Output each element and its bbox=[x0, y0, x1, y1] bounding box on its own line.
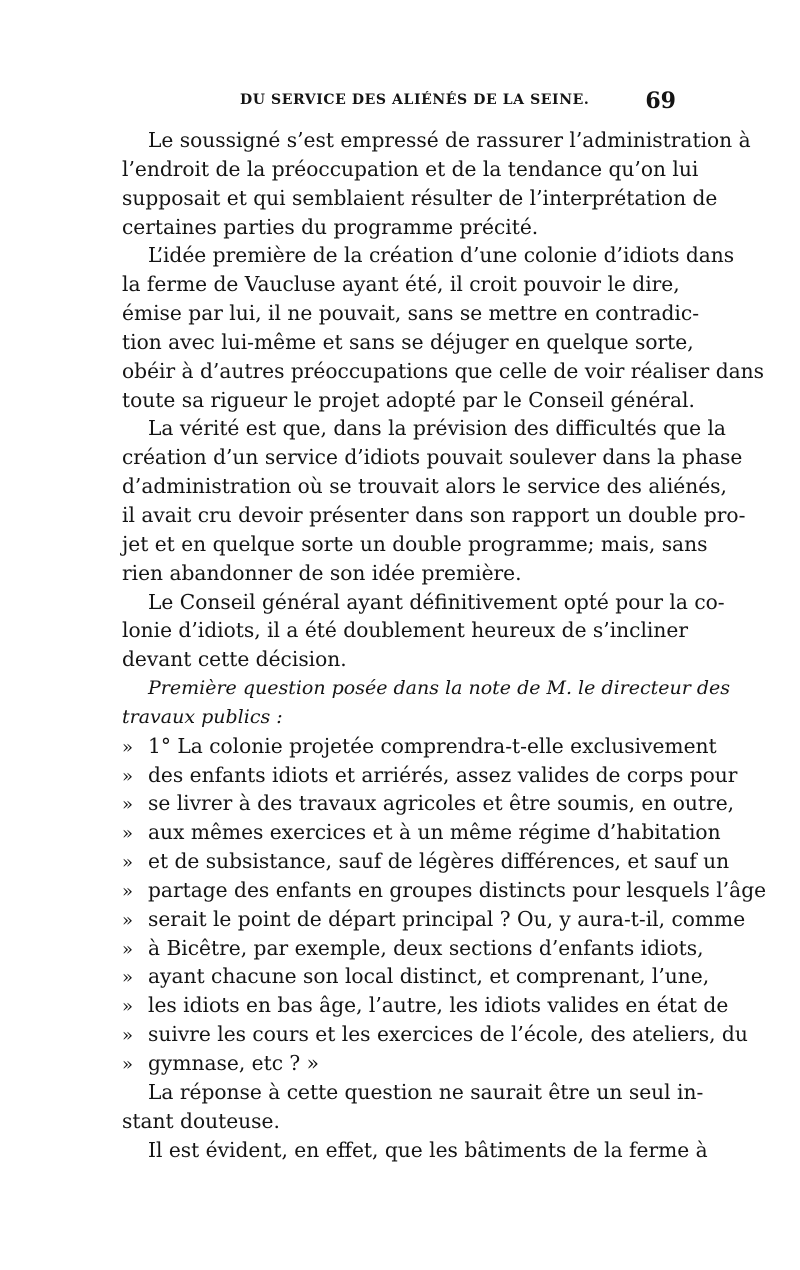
running-head bbox=[122, 88, 680, 118]
text-line: supposait et qui semblaient résulter de l’interprétation de bbox=[122, 185, 718, 210]
quote-line bbox=[122, 934, 704, 963]
quote-line bbox=[122, 1049, 678, 1078]
page-number: 69 bbox=[645, 88, 676, 114]
guillemet-mark: » bbox=[122, 1025, 134, 1047]
text-line: émise par lui, il ne pouvait, sans se mettre en contradic- bbox=[122, 301, 700, 326]
quote-line bbox=[122, 991, 729, 1020]
guillemet-mark: » bbox=[122, 736, 134, 758]
text-line: La réponse à cette question ne saurait être un seul in- bbox=[148, 1079, 704, 1104]
text-line: tion avec lui-même et sans se déjuger en quelque sorte, bbox=[122, 329, 694, 354]
quote-text: à Bicêtre, par exemple, deux sections d’enfants idiots, bbox=[148, 935, 704, 960]
text-line: L’idée première de la création d’une colonie d’idiots dans bbox=[148, 243, 735, 268]
quote-text: partage des enfants en groupes distincts pour lesquels l’âge bbox=[148, 877, 767, 902]
quote-line bbox=[122, 876, 767, 905]
text-line: lonie d’idiots, il a été doublement heureux de s’incliner bbox=[122, 618, 688, 643]
quote-line bbox=[122, 1020, 748, 1049]
text-line: stant douteuse. bbox=[122, 1108, 280, 1133]
question-heading bbox=[122, 674, 731, 732]
guillemet-mark: » bbox=[122, 909, 134, 931]
text-line: Première question posée dans la note de M. le directeur des bbox=[148, 677, 731, 700]
guillemet-mark: » bbox=[122, 765, 134, 787]
quote-text: 1° La colonie projetée comprendra-t-elle exclusivement bbox=[148, 733, 717, 758]
quote-text: gymnase, etc ? » bbox=[148, 1051, 320, 1075]
quote-line bbox=[122, 962, 710, 991]
text-line: obéir à d’autres préoccupations que celle de voir réaliser dans bbox=[122, 358, 765, 383]
text-line: Il est évident, en effet, que les bâtiments de la ferme à bbox=[148, 1137, 708, 1162]
text-line: Le Conseil général ayant définitivement opté pour la co- bbox=[148, 589, 725, 614]
text-line: La vérité est que, dans la prévision des difficultés que la bbox=[148, 416, 726, 441]
quote-text: les idiots en bas âge, l’autre, les idiots valides en état de bbox=[148, 993, 729, 1018]
quote-line bbox=[122, 761, 738, 790]
paragraph bbox=[122, 241, 765, 414]
quote-text: serait le point de départ principal ? Ou, y aura-t-il, comme bbox=[148, 906, 746, 931]
quote-line bbox=[122, 905, 746, 934]
text-line: d’administration où se trouvait alors le service des aliénés, bbox=[122, 474, 727, 499]
paragraph bbox=[122, 126, 751, 241]
text-line: devant cette décision. bbox=[122, 647, 347, 672]
text-line: toute sa rigueur le projet adopté par le Conseil général. bbox=[122, 387, 695, 412]
quote-text: suivre les cours et les exercices de l’école, des ateliers, du bbox=[148, 1022, 748, 1047]
text-line: la ferme de Vaucluse ayant été, il croit pouvoir le dire, bbox=[122, 272, 680, 297]
guillemet-mark: » bbox=[122, 794, 134, 816]
quote-text: se livrer à des travaux agricoles et être soumis, en outre, bbox=[148, 791, 735, 816]
paragraph bbox=[122, 1136, 708, 1165]
paragraph bbox=[122, 1078, 704, 1136]
guillemet-mark: » bbox=[122, 823, 134, 845]
running-title: DU SERVICE DES ALIÉNÉS DE LA SEINE. bbox=[240, 92, 590, 108]
quote-line bbox=[122, 789, 735, 818]
body-text bbox=[122, 126, 767, 1164]
guillemet-mark: » bbox=[122, 967, 134, 989]
text-line: il avait cru devoir présenter dans son rapport un double pro- bbox=[122, 502, 746, 527]
guillemet-mark: » bbox=[122, 880, 134, 902]
paragraph bbox=[122, 588, 725, 675]
quote-line bbox=[122, 847, 730, 876]
text-line: création d’un service d’idiots pouvait soulever dans la phase bbox=[122, 445, 743, 470]
quote-line bbox=[122, 732, 717, 761]
text-line: travaux publics : bbox=[122, 705, 283, 728]
text-line: Le soussigné s’est empressé de rassurer l’administration à bbox=[148, 128, 751, 152]
quote-text: aux mêmes exercices et à un même régime d’habitation bbox=[148, 820, 721, 845]
guillemet-mark: » bbox=[122, 938, 134, 960]
quote-text: ayant chacune son local distinct, et comprenant, l’une, bbox=[148, 964, 710, 989]
quote-text: des enfants idiots et arriérés, assez valides de corps pour bbox=[148, 762, 738, 787]
guillemet-mark: » bbox=[122, 996, 134, 1018]
quote-text: et de subsistance, sauf de légères différences, et sauf un bbox=[148, 849, 730, 874]
guillemet-mark: » bbox=[122, 1054, 134, 1075]
text-line: jet et en quelque sorte un double programme; mais, sans bbox=[122, 531, 708, 556]
paragraph bbox=[122, 414, 746, 587]
text-line: rien abandonner de son idée première. bbox=[122, 560, 522, 585]
text-line: certaines parties du programme précité. bbox=[122, 214, 539, 239]
guillemet-mark: » bbox=[122, 852, 134, 874]
text-line: l’endroit de la préoccupation et de la tendance qu’on lui bbox=[122, 156, 699, 181]
quotation bbox=[122, 732, 767, 1078]
quote-line bbox=[122, 818, 721, 847]
